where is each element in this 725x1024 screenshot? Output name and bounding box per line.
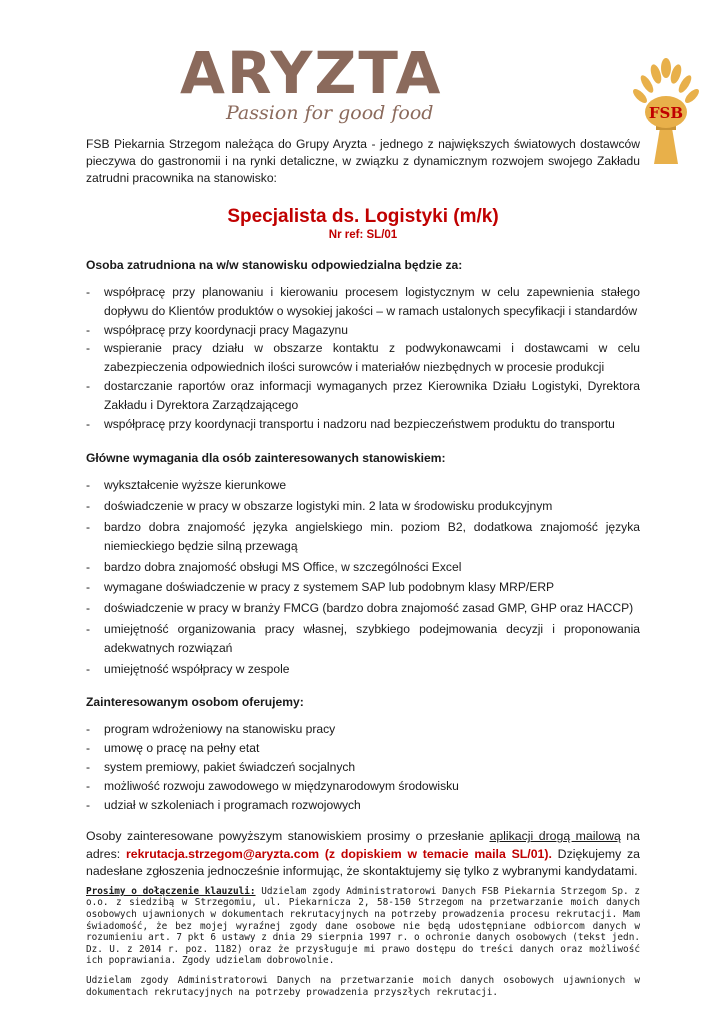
list-item: - dostarczanie raportów oraz informacji wymaganych przez Kierownika Działu Logistyki, Dyrektora Zakładu i Dyrektora Zarządzającego <box>86 377 640 415</box>
email-address[interactable]: rekrutacja.strzegom@aryzta.com (z dopiskiem w temacie maila SL/01). <box>125 846 552 861</box>
list-item: - możliwość rozwoju zawodowego w międzynarodowym środowisku <box>86 777 640 796</box>
requirements-heading: Główne wymagania dla osób zainteresowanych stanowiskiem: <box>86 451 446 466</box>
responsibilities-list <box>86 283 640 433</box>
outro-text-after: Dziękujemy za nadesłane zgłoszenia jednocześnie informując, że skontaktujemy się tylko z wybranymi kandydatami. <box>86 846 640 879</box>
clause-text: Udzielam zgody Administratorowi Danych FSB Piekarnia Strzegom Sp. z o.o. z siedzibą w Strzegomiu, ul. Piekarnicza 2, 58-150 Strzegom na przetwarzanie moich danych osobowych ujawnionych w dokumentach rekrutacyjnych na potrzeby prowadzenia procesu rekrutacji. Mam świadomość, że bez mojej wyraźnej zgody dane osobowe nie będą udostępniane odbiorcom danych w rozumieniu art. 7 pkt 6 ustawy z dnia 29 sierpnia 1997 r. o ochronie danych osobowych (tekst jedn. Dz. U. z 2014 r. poz. 1182) oraz że przysługuje mi prawo dostępu do treści danych oraz możliwość ich poprawiania. Zgody udzielam dobrowolnie. <box>86 885 640 967</box>
responsibilities-heading: Osoba zatrudniona na w/w stanowisku odpowiedzialna będzie za: <box>86 258 463 272</box>
list-item: - program wdrożeniowy na stanowisku pracy <box>86 720 640 739</box>
offer-list <box>86 720 640 814</box>
list-item: - system premiowy, pakiet świadczeń socjalnych <box>86 758 640 777</box>
list-item: - bardzo dobra znajomość języka angielskiego min. poziom B2, dodatkowa znajomość języka niemieckiego będzie silną przewagą <box>86 518 640 556</box>
apply-by-email-text: aplikacji drogą mailową <box>489 829 621 844</box>
brand-tagline: Passion for good food <box>226 102 434 124</box>
job-title: Specjalista ds. Logistyki (m/k) <box>227 206 499 227</box>
list-item: - umiejętność współpracy w zespole <box>86 660 640 679</box>
fsb-wheat-logo-icon <box>630 56 702 166</box>
list-item: - współpracę przy planowaniu i kierowaniu procesem logistycznym w celu zapewnienia stałego dopływu do Klientów produktów o wysokiej jakości – w ramach ustalonych specyfikacji i standardów <box>86 283 640 321</box>
list-item: - wykształcenie wyższe kierunkowe <box>86 476 640 495</box>
list-item: - umowę o pracę na pełny etat <box>86 739 640 758</box>
outro-text-mid: na adres: <box>86 829 640 861</box>
application-instructions <box>86 828 640 881</box>
list-item: - doświadczenie w pracy w branży FMCG (bardzo dobra znajomość zasad GMP, GHP oraz HACCP) <box>86 599 640 618</box>
list-item: - wspieranie pracy działu w obszarze kontaktu z podwykonawcami i dostawcami w celu zabezpieczenia odpowiednich ilości surowców i materiałów niezbędnych w procesie produkcji <box>86 339 640 377</box>
list-item: - współpracę przy koordynacji pracy Magazynu <box>86 321 640 340</box>
list-item: - wymagane doświadczenie w pracy z systemem SAP lub podobnym klasy MRP/ERP <box>86 578 640 597</box>
offer-heading: Zainteresowanym osobom oferujemy: <box>86 695 304 710</box>
data-consent-clause <box>86 886 640 967</box>
list-item: - umiejętność organizowania pracy własnej, szybkiego podejmowania decyzji i proponowania adekwatnych rozwiązań <box>86 620 640 658</box>
list-item: - współpracę przy koordynacji transportu i nadzoru nad bezpieczeństwem produktu do transportu <box>86 415 640 434</box>
future-recruitment-consent: Udzielam zgody Administratorowi Danych na przetwarzanie moich danych osobowych ujawnionych w dokumentach rekrutacyjnych na potrzeby prowadzenia przyszłych rekrutacji. <box>86 974 640 998</box>
intro-paragraph: FSB Piekarnia Strzegom należąca do Grupy Aryzta - jednego z największych światowych dostawców pieczywa do gastronomii i na rynki detaliczne, w związku z dynamicznym rozwojem swojego Zakładu zatrudni pracownika na stanowisko: <box>86 137 640 185</box>
list-item: - doświadczenie w pracy w obszarze logistyki min. 2 lata w środowisku produkcyjnym <box>86 497 640 516</box>
job-reference: Nr ref: SL/01 <box>328 229 398 241</box>
fsb-logo-text: FSB <box>648 104 684 122</box>
document-body <box>86 136 640 998</box>
brand-name: ARYZTA <box>180 39 443 107</box>
clause-label: Prosimy o dołączenie klauzuli: <box>86 885 256 897</box>
requirements-list <box>86 476 640 678</box>
outro-text-before: Osoby zainteresowane powyższym stanowiskiem prosimy o przesłanie <box>86 829 490 844</box>
aryzta-logo <box>180 38 684 130</box>
list-item: - bardzo dobra znajomość obsługi MS Office, w szczególności Excel <box>86 558 640 577</box>
list-item: - udział w szkoleniach i programach rozwojowych <box>86 796 640 815</box>
